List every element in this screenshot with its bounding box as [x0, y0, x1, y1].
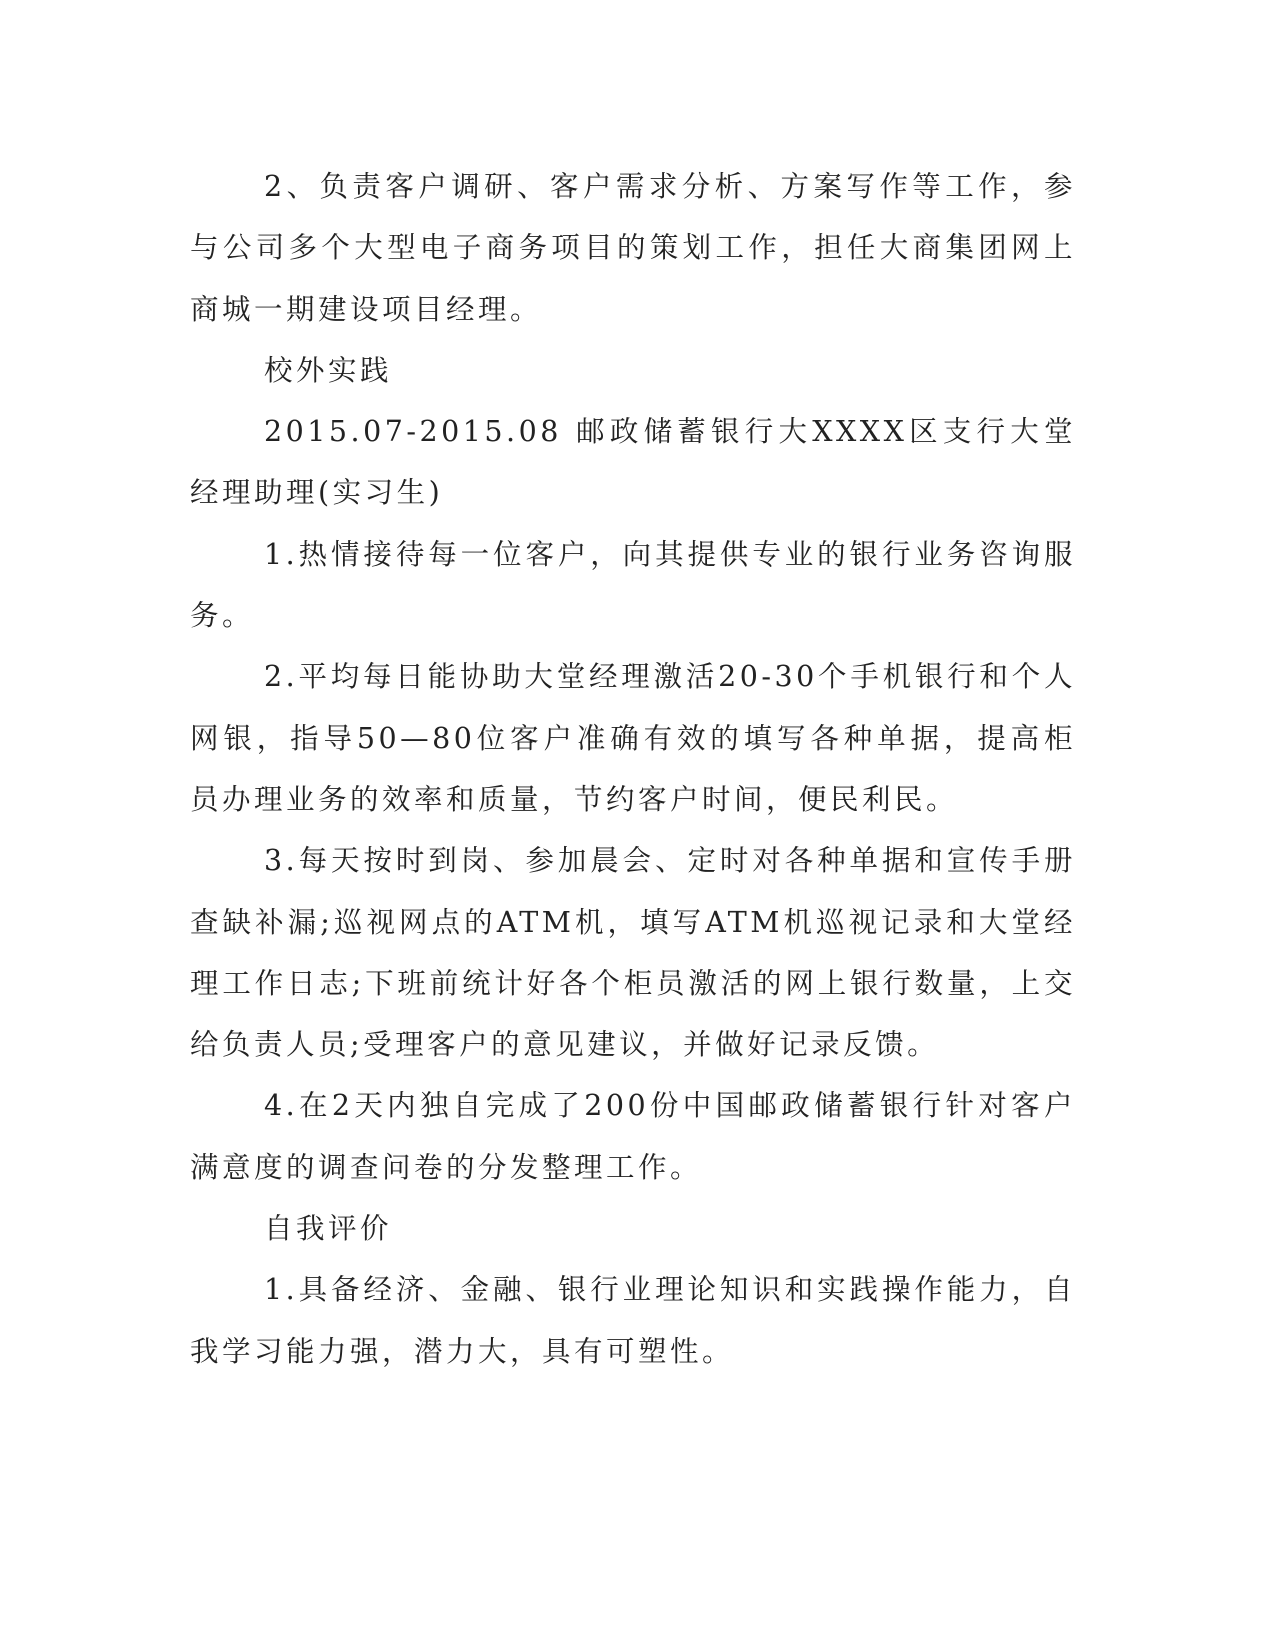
paragraph-internship-item-4: 4.在2天内独自完成了200份中国邮政储蓄银行针对客户满意度的调查问卷的分发整理工作。 — [190, 1089, 1076, 1184]
paragraph-self-evaluation-1: 1.具备经济、金融、银行业理论知识和实践操作能力，自我学习能力强，潜力大，具有可塑性。 — [190, 1273, 1076, 1368]
paragraph-internship-item-3: 3.每天按时到岗、参加晨会、定时对各种单据和宣传手册查缺补漏;巡视网点的ATM机，填写ATM机巡视记录和大堂经理工作日志;下班前统计好各个柜员激活的网上银行数量，上交给负责人员;受理客户的意见建议，并做好记录反馈。 — [190, 844, 1076, 1062]
section-heading-off-campus-practice: 校外实践 — [264, 353, 393, 387]
paragraph-work-duties-2: 2、负责客户调研、客户需求分析、方案写作等工作，参与公司多个大型电子商务项目的策划工作，担任大商集团网上商城一期建设项目经理。 — [190, 170, 1076, 326]
document-body — [190, 156, 1076, 1382]
section-heading-self-evaluation: 自我评价 — [264, 1212, 393, 1246]
paragraph-internship-item-2: 2.平均每日能协助大堂经理激活20-30个手机银行和个人网银，指导50—80位客户准确有效的填写各种单据，提高柜员办理业务的效率和质量，节约客户时间，便民利民。 — [190, 660, 1076, 816]
paragraph-internship-item-1: 1.热情接待每一位客户，向其提供专业的银行业务咨询服务。 — [190, 537, 1076, 633]
paragraph-internship-title: 2015.07-2015.08 邮政储蓄银行大XXXX区支行大堂经理助理(实习生) — [190, 415, 1076, 510]
